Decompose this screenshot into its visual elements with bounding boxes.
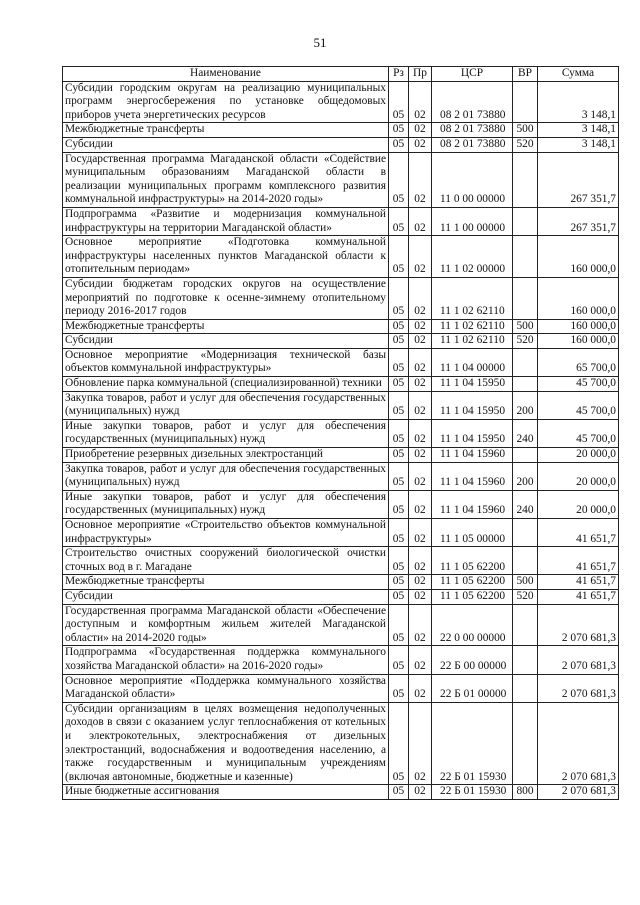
cell-name: Иные бюджетные ассигнования (63, 785, 389, 800)
cell-csr: 08 2 01 73880 (432, 81, 513, 123)
cell-vr: 500 (513, 123, 538, 138)
cell-pr: 02 (409, 137, 432, 152)
cell-vr (513, 377, 538, 392)
cell-vr (513, 152, 538, 207)
cell-sum: 2 070 681,3 (538, 604, 619, 646)
cell-sum: 160 000,0 (538, 319, 619, 334)
header-csr: ЦСР (432, 67, 513, 82)
cell-vr (513, 547, 538, 575)
cell-rz: 05 (389, 646, 409, 674)
cell-rz: 05 (389, 674, 409, 702)
table-row (63, 207, 619, 235)
cell-rz: 05 (389, 123, 409, 138)
table-row (63, 519, 619, 547)
cell-sum: 160 000,0 (538, 277, 619, 319)
cell-sum: 20 000,0 (538, 462, 619, 490)
cell-rz: 05 (389, 152, 409, 207)
cell-vr: 520 (513, 334, 538, 349)
table-row (63, 236, 619, 278)
cell-csr: 11 1 02 62110 (432, 277, 513, 319)
cell-vr (513, 702, 538, 785)
cell-rz: 05 (389, 277, 409, 319)
cell-csr: 11 1 05 62200 (432, 589, 513, 604)
table-row (63, 391, 619, 419)
cell-rz: 05 (389, 589, 409, 604)
table-row (63, 152, 619, 207)
cell-rz: 05 (389, 207, 409, 235)
cell-pr: 02 (409, 674, 432, 702)
cell-sum: 3 148,1 (538, 123, 619, 138)
table-row (63, 604, 619, 646)
table-row (63, 646, 619, 674)
header-vr: ВР (513, 67, 538, 82)
cell-rz: 05 (389, 785, 409, 800)
cell-pr: 02 (409, 589, 432, 604)
cell-vr: 500 (513, 319, 538, 334)
cell-sum: 45 700,0 (538, 377, 619, 392)
header-rz: Рз (389, 67, 409, 82)
cell-rz: 05 (389, 575, 409, 590)
cell-name: Подпрограмма «Государственная поддержка коммунального хозяйства Магаданской области» на 2016-2020 годы» (63, 646, 389, 674)
cell-csr: 08 2 01 73880 (432, 123, 513, 138)
cell-csr: 11 1 02 62110 (432, 334, 513, 349)
cell-vr: 200 (513, 462, 538, 490)
cell-sum: 267 351,7 (538, 152, 619, 207)
cell-pr: 02 (409, 377, 432, 392)
cell-pr: 02 (409, 123, 432, 138)
table-row (63, 81, 619, 123)
cell-name: Приобретение резервных дизельных электростанций (63, 448, 389, 463)
table-row (63, 702, 619, 785)
cell-name: Субсидии городским округам на реализацию муниципальных программ энергосбережения по установке общедомовых приборов учета энергетических ресурсов (63, 81, 389, 123)
cell-name: Субсидии бюджетам городских округов на осуществление мероприятий по подготовке к осенне-зимнему отопительному периоду 2016-2017 годов (63, 277, 389, 319)
table-row (63, 462, 619, 490)
cell-pr: 02 (409, 490, 432, 518)
cell-name: Обновление парка коммунальной (специализированной) техники (63, 377, 389, 392)
cell-pr: 02 (409, 547, 432, 575)
header-name: Наименование (63, 67, 389, 82)
cell-csr: 11 1 05 62200 (432, 547, 513, 575)
cell-vr: 240 (513, 490, 538, 518)
cell-vr (513, 519, 538, 547)
cell-sum: 65 700,0 (538, 348, 619, 376)
cell-vr (513, 348, 538, 376)
cell-name: Основное мероприятие «Строительство объектов коммунальной инфраструктуры» (63, 519, 389, 547)
cell-csr: 11 0 00 00000 (432, 152, 513, 207)
table-row (63, 419, 619, 447)
cell-sum: 2 070 681,3 (538, 674, 619, 702)
header-pr: Пр (409, 67, 432, 82)
cell-rz: 05 (389, 391, 409, 419)
table-row (63, 589, 619, 604)
cell-sum: 2 070 681,3 (538, 702, 619, 785)
cell-csr: 22 Б 01 00000 (432, 674, 513, 702)
cell-pr: 02 (409, 334, 432, 349)
cell-pr: 02 (409, 348, 432, 376)
table-row (63, 575, 619, 590)
cell-csr: 11 1 05 62200 (432, 575, 513, 590)
cell-rz: 05 (389, 702, 409, 785)
table-row (63, 448, 619, 463)
table-row (63, 785, 619, 800)
cell-rz: 05 (389, 348, 409, 376)
cell-rz: 05 (389, 419, 409, 447)
cell-sum: 41 651,7 (538, 519, 619, 547)
cell-sum: 45 700,0 (538, 419, 619, 447)
cell-name: Межбюджетные трансферты (63, 319, 389, 334)
cell-pr: 02 (409, 646, 432, 674)
cell-name: Подпрограмма «Развитие и модернизация коммунальной инфраструктуры на территории Магаданской области» (63, 207, 389, 235)
table-row (63, 123, 619, 138)
cell-name: Межбюджетные трансферты (63, 575, 389, 590)
cell-rz: 05 (389, 377, 409, 392)
cell-csr: 08 2 01 73880 (432, 137, 513, 152)
cell-name: Основное мероприятие «Поддержка коммунального хозяйства Магаданской области» (63, 674, 389, 702)
cell-rz: 05 (389, 448, 409, 463)
cell-sum: 20 000,0 (538, 490, 619, 518)
cell-name: Строительство очистных сооружений биологической очистки сточных вод в г. Магадане (63, 547, 389, 575)
cell-vr: 520 (513, 589, 538, 604)
cell-sum: 160 000,0 (538, 236, 619, 278)
cell-sum: 41 651,7 (538, 575, 619, 590)
table-row (63, 348, 619, 376)
cell-sum: 41 651,7 (538, 547, 619, 575)
cell-rz: 05 (389, 462, 409, 490)
cell-vr (513, 207, 538, 235)
header-sum: Сумма (538, 67, 619, 82)
cell-sum: 3 148,1 (538, 81, 619, 123)
cell-rz: 05 (389, 334, 409, 349)
cell-rz: 05 (389, 236, 409, 278)
cell-pr: 02 (409, 319, 432, 334)
cell-name: Субсидии (63, 334, 389, 349)
cell-pr: 02 (409, 575, 432, 590)
page-number: 51 (313, 35, 327, 50)
budget-table (62, 66, 619, 800)
cell-csr: 11 1 04 15960 (432, 490, 513, 518)
cell-pr: 02 (409, 277, 432, 319)
cell-csr: 11 1 00 00000 (432, 207, 513, 235)
cell-name: Государственная программа Магаданской области «Содействие муниципальным образованиям Магаданской области в реализации муниципальных программ комплексного развития коммунальной инфраструктуры» на 2014-2020 годы» (63, 152, 389, 207)
cell-sum: 267 351,7 (538, 207, 619, 235)
cell-rz: 05 (389, 137, 409, 152)
cell-name: Государственная программа Магаданской области «Обеспечение доступным и комфортным жильем жителей Магаданской области» на 2014-2020 годы» (63, 604, 389, 646)
cell-vr: 520 (513, 137, 538, 152)
cell-csr: 11 1 04 00000 (432, 348, 513, 376)
cell-pr: 02 (409, 785, 432, 800)
cell-pr: 02 (409, 462, 432, 490)
cell-vr (513, 674, 538, 702)
cell-name: Субсидии (63, 589, 389, 604)
cell-rz: 05 (389, 81, 409, 123)
cell-pr: 02 (409, 702, 432, 785)
cell-csr: 11 1 04 15960 (432, 462, 513, 490)
cell-csr: 11 1 04 15950 (432, 377, 513, 392)
cell-vr (513, 277, 538, 319)
cell-vr (513, 646, 538, 674)
cell-vr: 200 (513, 391, 538, 419)
table-row (63, 277, 619, 319)
cell-csr: 22 0 00 00000 (432, 604, 513, 646)
cell-pr: 02 (409, 152, 432, 207)
cell-csr: 11 1 02 62110 (432, 319, 513, 334)
cell-name: Иные закупки товаров, работ и услуг для обеспечения государственных (муниципальных) нужд (63, 419, 389, 447)
cell-rz: 05 (389, 490, 409, 518)
cell-sum: 2 070 681,3 (538, 646, 619, 674)
cell-csr: 11 1 04 15950 (432, 391, 513, 419)
cell-sum: 41 651,7 (538, 589, 619, 604)
cell-csr: 11 1 04 15950 (432, 419, 513, 447)
cell-pr: 02 (409, 419, 432, 447)
cell-vr: 500 (513, 575, 538, 590)
cell-name: Межбюджетные трансферты (63, 123, 389, 138)
table-row (63, 319, 619, 334)
table-row (63, 674, 619, 702)
cell-csr: 11 1 04 15960 (432, 448, 513, 463)
table-row (63, 377, 619, 392)
table-row (63, 334, 619, 349)
cell-csr: 22 Б 00 00000 (432, 646, 513, 674)
table-row (63, 547, 619, 575)
cell-name: Закупка товаров, работ и услуг для обеспечения государственных (муниципальных) нужд (63, 462, 389, 490)
cell-csr: 22 Б 01 15930 (432, 702, 513, 785)
cell-vr: 800 (513, 785, 538, 800)
cell-vr (513, 236, 538, 278)
cell-pr: 02 (409, 448, 432, 463)
cell-vr (513, 448, 538, 463)
cell-name: Субсидии (63, 137, 389, 152)
cell-sum: 20 000,0 (538, 448, 619, 463)
cell-pr: 02 (409, 391, 432, 419)
cell-vr (513, 81, 538, 123)
table-row (63, 490, 619, 518)
cell-name: Иные закупки товаров, работ и услуг для обеспечения государственных (муниципальных) нужд (63, 490, 389, 518)
cell-vr: 240 (513, 419, 538, 447)
table-row (63, 137, 619, 152)
cell-rz: 05 (389, 519, 409, 547)
cell-csr: 11 1 05 00000 (432, 519, 513, 547)
cell-name: Субсидии организациям в целях возмещения недополученных доходов в связи с оказанием услуг теплоснабжения от котельных и электрокотельных, электроснабжения от дизельных электростанций, водоснабжения и водоотведения населению, а также государственным и муниципальным учреждениям (включая автономные, бюджетные и казенные) (63, 702, 389, 785)
cell-sum: 2 070 681,3 (538, 785, 619, 800)
cell-sum: 3 148,1 (538, 137, 619, 152)
cell-pr: 02 (409, 519, 432, 547)
cell-pr: 02 (409, 81, 432, 123)
cell-vr (513, 604, 538, 646)
cell-rz: 05 (389, 604, 409, 646)
cell-pr: 02 (409, 207, 432, 235)
cell-pr: 02 (409, 604, 432, 646)
cell-name: Основное мероприятие «Подготовка коммунальной инфраструктуры населенных пунктов Магаданской области к отопительным периодам» (63, 236, 389, 278)
cell-csr: 22 Б 01 15930 (432, 785, 513, 800)
cell-rz: 05 (389, 547, 409, 575)
cell-name: Основное мероприятие «Модернизация технической базы объектов коммунальной инфраструктуры» (63, 348, 389, 376)
cell-sum: 45 700,0 (538, 391, 619, 419)
cell-rz: 05 (389, 319, 409, 334)
table-header (63, 67, 619, 82)
cell-sum: 160 000,0 (538, 334, 619, 349)
cell-pr: 02 (409, 236, 432, 278)
cell-name: Закупка товаров, работ и услуг для обеспечения государственных (муниципальных) нужд (63, 391, 389, 419)
cell-csr: 11 1 02 00000 (432, 236, 513, 278)
